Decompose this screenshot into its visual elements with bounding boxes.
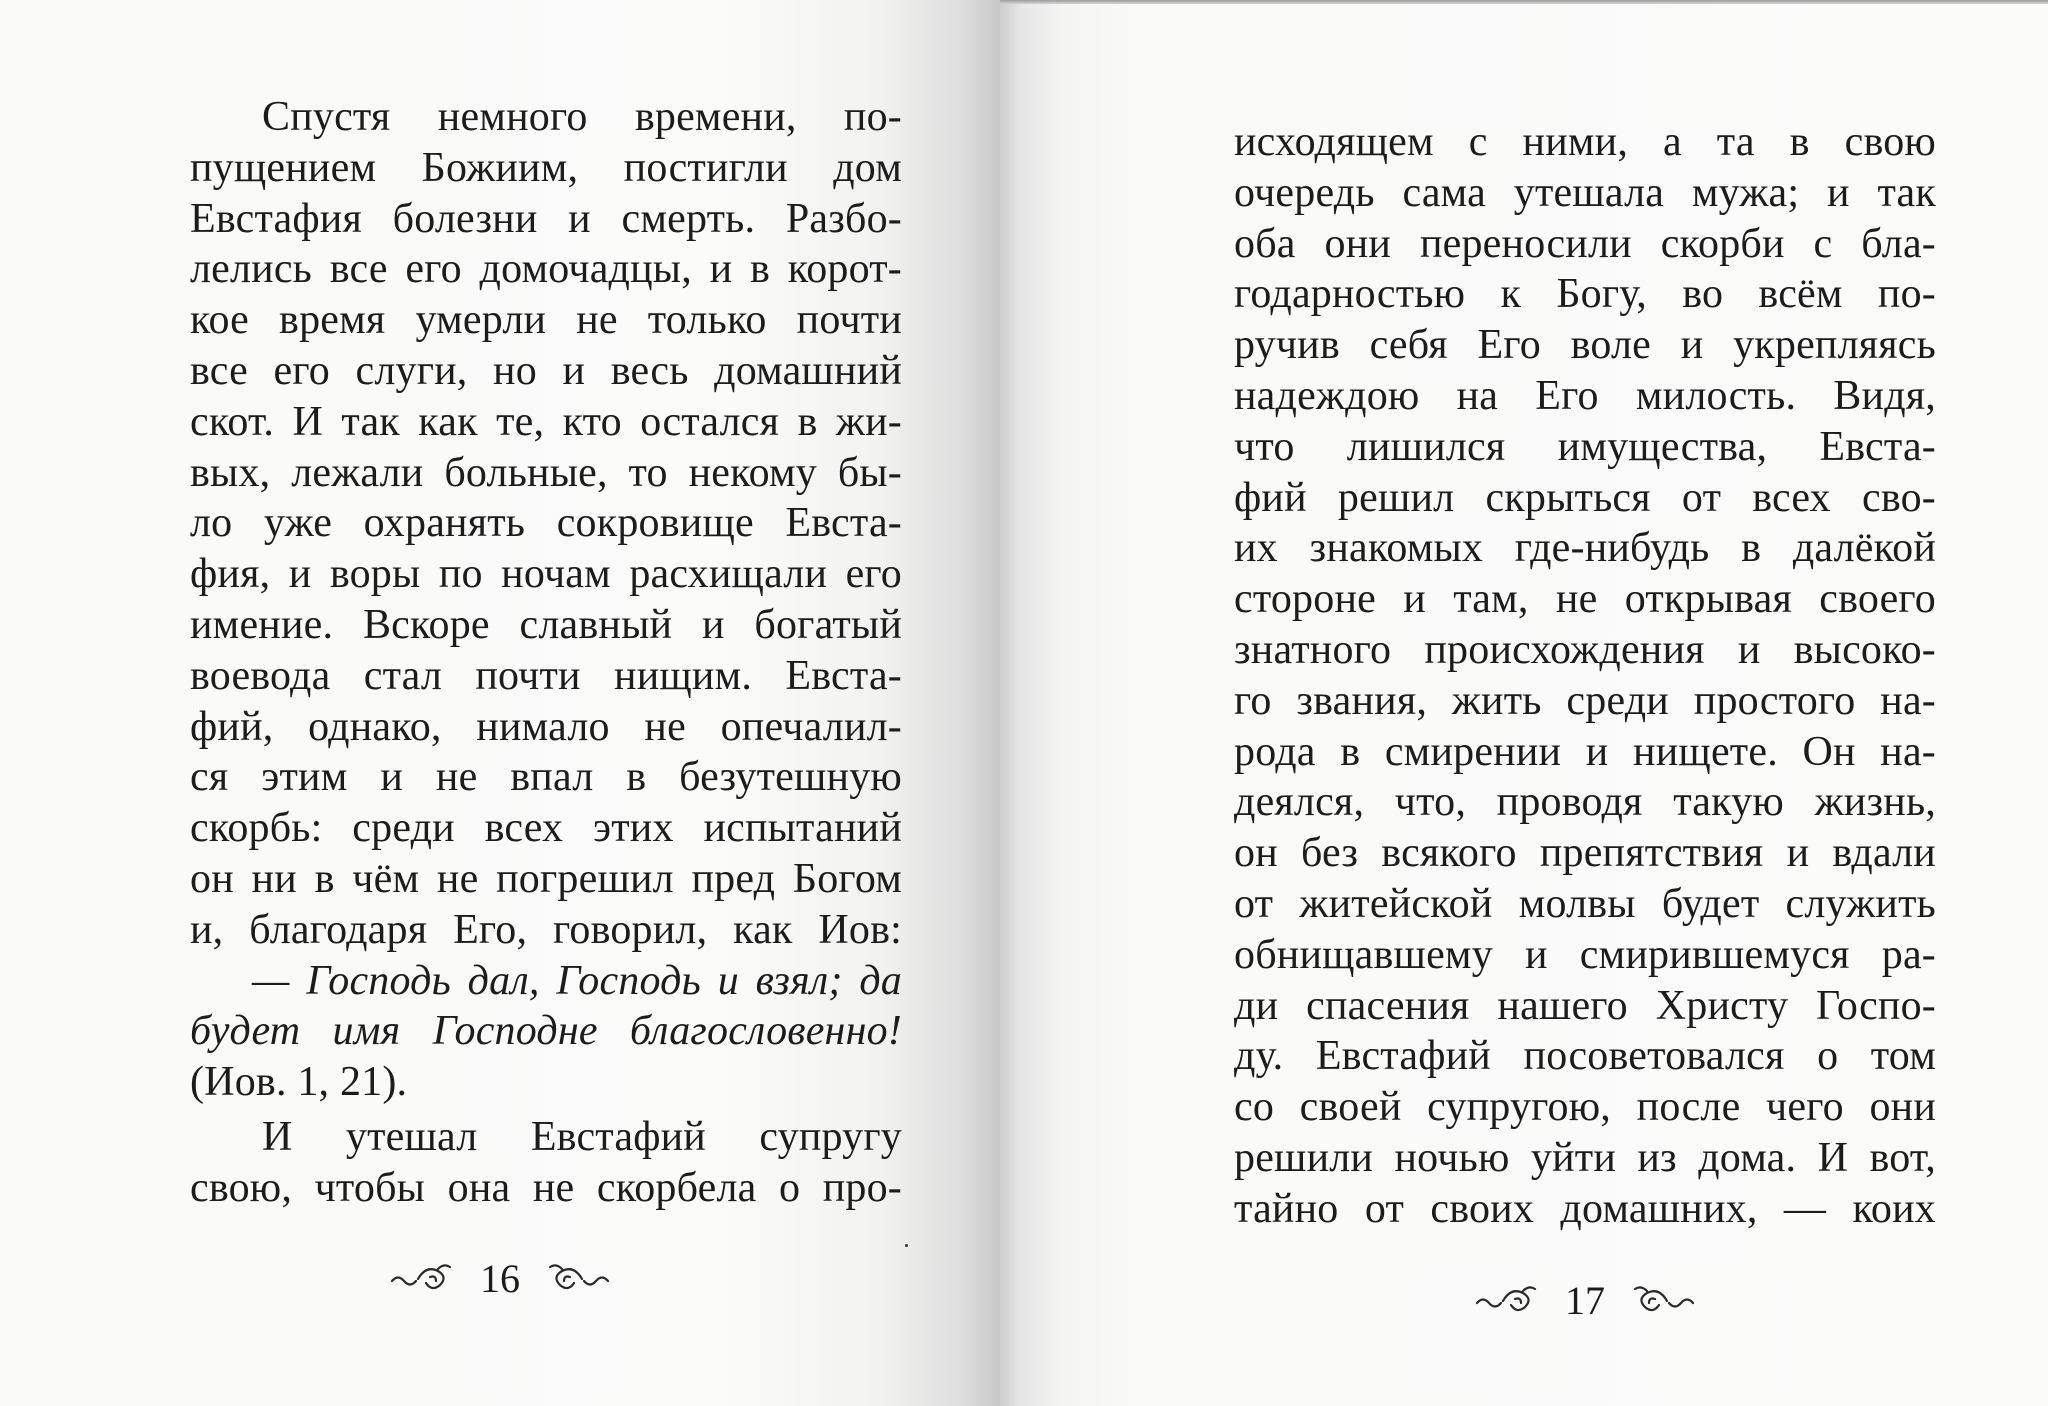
text-line: он без всякого препятствия и вдали — [1234, 830, 1936, 877]
text-line: знатного происхождения и высоко- — [1234, 626, 1936, 673]
left-page — [0, 0, 1000, 1406]
text-line: ло уже охранять сокровище Евста- — [190, 500, 902, 547]
text-line: ди спасения нашего Христу Госпо- — [1234, 982, 1936, 1029]
text-line: и, благодаря Его, говорил, как Иов: — [190, 906, 902, 953]
scripture-quote-line: будет имя Господне благословенно! — [190, 1008, 902, 1055]
text-line: очередь сама утешала мужа; и так — [1234, 169, 1936, 216]
flourish-right-icon — [542, 1261, 612, 1295]
text-line: скот. И так как те, кто остался в жи- — [190, 398, 902, 445]
page-number: 17 — [1565, 1277, 1605, 1323]
scripture-reference: (Иов. 1, 21). — [190, 1059, 408, 1106]
page-number-left — [0, 1255, 1000, 1301]
text-line: кое время умерли не только почти — [190, 297, 902, 344]
text-line: надеждою на Его милость. Видя, — [1234, 372, 1936, 419]
right-page — [1000, 0, 2048, 1406]
text-line: воевода стал почти нищим. Евста- — [190, 652, 902, 699]
text-line: их знакомых где-нибудь в далёкой — [1234, 525, 1936, 572]
text-line: имение. Вскоре славный и богатый — [190, 601, 902, 648]
text-line: стороне и там, не открывая своего — [1234, 576, 1936, 623]
page-number-right — [1234, 1277, 1936, 1323]
flourish-left-icon — [1473, 1283, 1543, 1317]
scripture-quote-line: — Господь дал, Господь и взял; да — [252, 957, 902, 1004]
text-line: он ни в чём не погрешил пред Богом — [190, 855, 902, 902]
flourish-left-icon — [388, 1261, 458, 1295]
left-page-text — [190, 92, 902, 1214]
text-line: рода в смирении и нищете. Он на- — [1234, 728, 1936, 775]
text-line: пущением Божиим, постигли дом — [190, 144, 902, 191]
text-line: ся этим и не впал в безутешную — [190, 754, 902, 801]
text-line: фий решил скрыться от всех сво- — [1234, 474, 1936, 521]
text-line: оба они переносили скорби с бла- — [1234, 220, 1936, 267]
page-number: 16 — [480, 1255, 520, 1301]
text-line: деялся, что, проводя такую жизнь, — [1234, 779, 1936, 826]
text-line: Спустя немного времени, по- — [262, 94, 902, 140]
right-page-text — [1234, 117, 1936, 1235]
text-line: решили ночью уйти из дома. И вот, — [1234, 1134, 1936, 1181]
text-line: скорбь: среди всех этих испытаний — [190, 805, 902, 852]
text-line: со своей супругою, после чего они — [1234, 1084, 1936, 1131]
text-line: ручив себя Его воле и укрепляясь — [1234, 322, 1936, 369]
text-line: обнищавшему и смирившемуся ра- — [1234, 931, 1936, 978]
flourish-right-icon — [1627, 1283, 1697, 1317]
print-speck — [905, 1244, 908, 1247]
text-line: лелись все его домочадцы, и в корот- — [190, 246, 902, 293]
text-line: И утешал Евстафий супругу — [262, 1113, 902, 1160]
text-line: вых, лежали больные, то некому бы- — [190, 449, 902, 496]
text-line: что лишился имущества, Евста- — [1234, 423, 1936, 470]
text-line: Евстафия болезни и смерть. Разбо- — [190, 195, 902, 242]
text-line: годарностью к Богу, во всём по- — [1234, 271, 1936, 318]
text-line: все его слуги, но и весь домашний — [190, 347, 902, 394]
text-line: свою, чтобы она не скорбела о про- — [190, 1164, 902, 1211]
text-line: фий, однако, нимало не опечалил- — [190, 703, 902, 750]
text-line: тайно от своих домашних, — коих — [1234, 1185, 1936, 1232]
text-line: исходящем с ними, а та в свою — [1234, 119, 1936, 165]
page-top-edge — [1000, 0, 2048, 4]
text-line: от житейской молвы будет служить — [1234, 880, 1936, 927]
text-line: фия, и воры по ночам расхищали его — [190, 551, 902, 598]
text-line: ду. Евстафий посоветовался о том — [1234, 1033, 1936, 1080]
text-line: го звания, жить среди простого на- — [1234, 677, 1936, 724]
